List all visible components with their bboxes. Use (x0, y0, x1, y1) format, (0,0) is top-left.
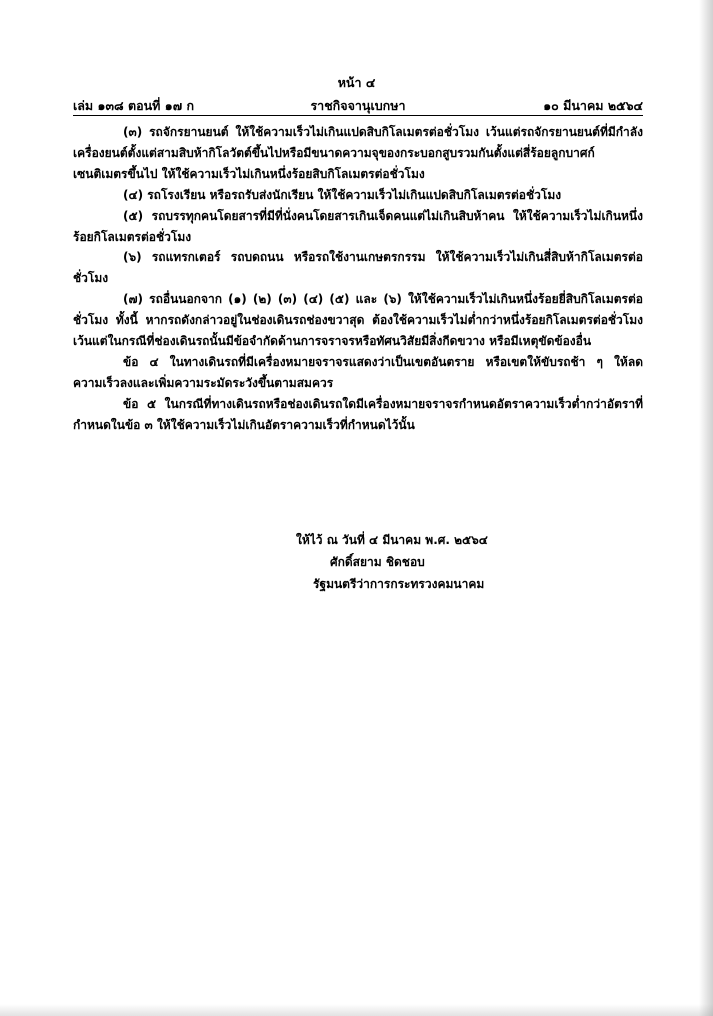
gazette-header (73, 96, 643, 114)
page-edge-shadow (699, 0, 713, 1016)
volume-issue: เล่ม ๑๓๘ ตอนที่ ๑๗ ก (73, 98, 195, 113)
signature-block (296, 529, 626, 595)
page-bottom-shadow (0, 1004, 713, 1016)
paragraph-item-4: (๔) รถโรงเรียน หรือรถรับส่งนักเรียน ให้ใช้ความเร็วไม่เกินแปดสิบกิโลเมตรต่อชั่วโมง (123, 187, 562, 202)
page-number: หน้า ๔ (337, 75, 376, 90)
header-divider (73, 115, 643, 116)
paragraph-clause-4: ข้อ ๔ ในทางเดินรถที่มีเครื่องหมายจราจรแสดงว่าเป็นเขตอันตราย หรือเขตให้ขับรถช้า ๆ ให้ลดความเร็วลงและเพิ่มความระมัดระวังขึ้นตามสมควร (73, 354, 643, 390)
paragraph-clause-5: ข้อ ๕ ในกรณีที่ทางเดินรถหรือช่องเดินรถใดมีเครื่องหมายจราจรกำหนดอัตราความเร็วต่ำกว่าอัตราที่กำหนดในข้อ ๓ ให้ใช้ความเร็วไม่เกินอัตราความเร็วที่กำหนดไว้นั้น (73, 396, 643, 432)
signer-title: รัฐมนตรีว่าการกระทรวงคมนาคม (313, 577, 485, 591)
signer-name: ศักดิ์สยาม ชิดชอบ (330, 555, 425, 569)
paragraph-item-7: (๗) รถอื่นนอกจาก (๑) (๒) (๓) (๔) (๕) และ (๖) ให้ใช้ความเร็วไม่เกินหนึ่งร้อยยี่สิบกิโลเมตรต่อชั่วโมง ทั้งนี้ หากรถดังกล่าวอยู่ในช่องเดินรถช่องขวาสุด ต้องใช้ความเร็วไม่ต่ำกว่าหนึ่งร้อยกิโลเมตรต่อชั่วโมง เว้นแต่ในกรณีที่ช่องเดินรถนั้นมีข้อจำกัดด้านการจราจรหรือทัศนวิสัยมีสิ่งกีดขวาง หรือมีเหตุขัดข้องอื่น (73, 292, 643, 349)
publication-name: ราชกิจจานุเบกษา (310, 98, 406, 113)
body-text (73, 122, 643, 436)
paragraph-item-3: (๓) รถจักรยานยนต์ ให้ใช้ความเร็วไม่เกินแปดสิบกิโลเมตรต่อชั่วโมง เว้นแต่รถจักรยานยนต์ที่มีกำลังเครื่องยนต์ตั้งแต่สามสิบห้ากิโลวัตต์ขึ้นไปหรือมีขนาดความจุของกระบอกสูบรวมกันตั้งแต่สี่ร้อยลูกบาศก์เซนติเมตรขึ้นไป ให้ใช้ความเร็วไม่เกินหนึ่งร้อยสิบกิโลเมตรต่อชั่วโมง (73, 125, 643, 181)
paragraph-item-5: (๕) รถบรรทุกคนโดยสารที่มีที่นั่งคนโดยสารเกินเจ็ดคนแต่ไม่เกินสิบห้าคน ให้ใช้ความเร็วไม่เกินหนึ่งร้อยกิโลเมตรต่อชั่วโมง (73, 208, 643, 244)
paragraph-item-6: (๖) รถแทรกเตอร์ รถบดถนน หรือรถใช้งานเกษตรกรรม ให้ใช้ความเร็วไม่เกินสี่สิบห้ากิโลเมตรต่อชั่วโมง (73, 250, 643, 286)
publication-date: ๑๐ มีนาคม ๒๕๖๔ (543, 98, 643, 113)
given-date: ให้ไว้ ณ วันที่ ๔ มีนาคม พ.ศ. ๒๕๖๔ (296, 533, 488, 547)
